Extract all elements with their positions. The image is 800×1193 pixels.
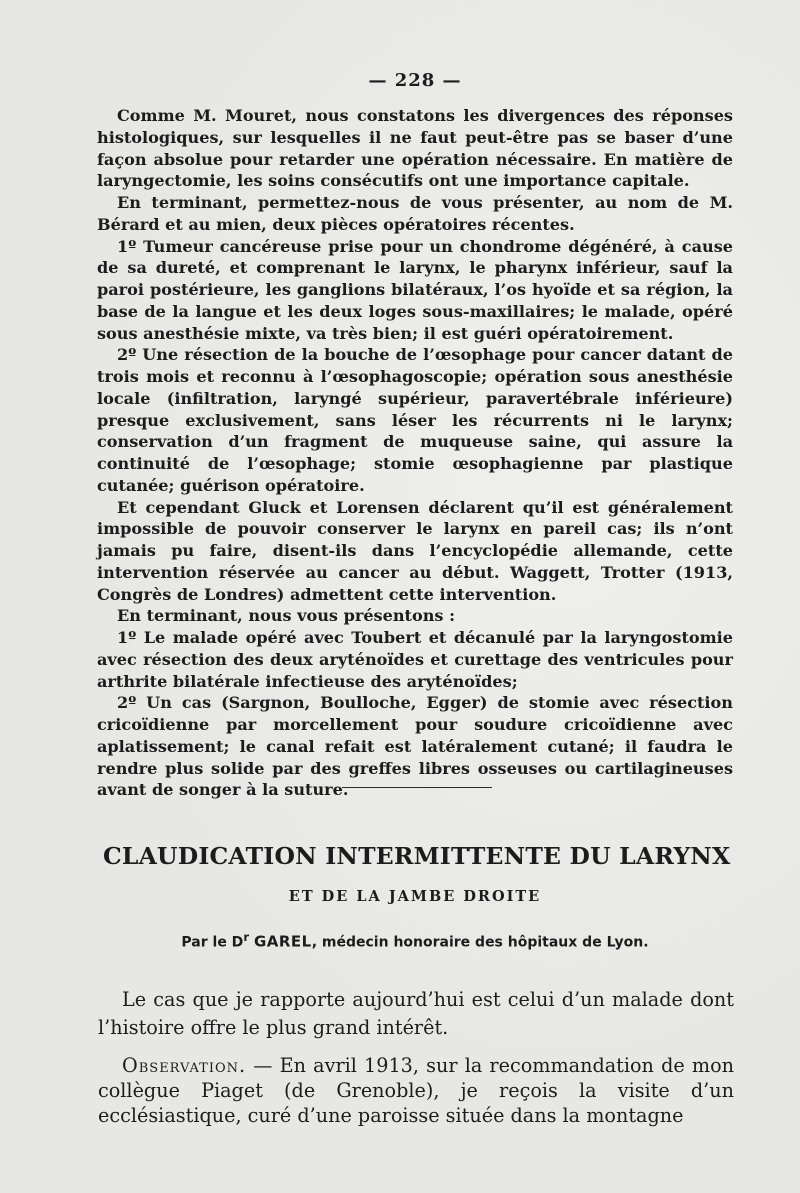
article-title: CLAUDICATION INTERMITTENTE DU LARYNX (103, 842, 731, 870)
article-intro (98, 986, 734, 1041)
paragraph: 1º Tumeur cancéreuse prise pour un chondrome dégénéré, à cause de sa dureté, et comprenant le larynx, le pharynx inférieur, sauf la paroi postérieure, les ganglions bilatéraux, l’os hyoïde et sa région, la base de la langue et les deux loges sous-maxillaires; le malade, opéré sous anesthésie mixte, va très bien; il est guéri opératoirement. (97, 236, 733, 343)
section-divider (342, 787, 492, 788)
byline-superscript: r (243, 930, 250, 944)
paragraph: En terminant, permettez-nous de vous présenter, au nom de M. Bérard et au mien, deux pièces opératoires récentes. (97, 193, 733, 234)
observation-paragraph (98, 1053, 734, 1128)
paragraph: 2º Un cas (Sargnon, Boulloche, Egger) de stomie avec résection cricoïdienne par morcellement pour soudure cricoïdienne avec aplatissement; le canal refait est latéralement cutané; il faudra le rendre plus solide par des greffes libres osseuses ou cartilagineuses avant de songer à la suture. (97, 693, 733, 800)
paragraph: 1º Le malade opéré avec Toubert et décanulé par la laryngostomie avec résection des deux aryténoïdes et curettage des ventricules pour arthrite bilatérale infectieuse des aryténoïdes; (97, 628, 733, 691)
preceding-article-text (97, 105, 733, 801)
paragraph: Et cependant Gluck et Lorensen déclarent qu’il est généralement impossible de pouvoir conserver le larynx en pareil cas; ils n’ont jamais pu faire, disent-ils dans l’encyclopédie allemande, cette intervention réservée au cancer au début. Waggett, Trotter (1913, Congrès de Londres) admettent cette intervention. (97, 497, 733, 604)
paragraph: 2º Une résection de la bouche de l’œsophage pour cancer datant de trois mois et reconnu à l’œsophagoscopie; opération sous anesthésie locale (infiltration, laryngé supérieur, paravertébrale inférieure) presque exclusivement, sans léser les récurrents ni le larynx; conservation d’un fragment de muqueuse saine, qui assure la continuité de l’œsophage; stomie œsophagienne par plastique cutanée; guérison opératoire. (97, 345, 733, 495)
byline-prefix: Par le D (181, 934, 244, 951)
paragraph: En terminant, nous vous présentons : (117, 606, 456, 626)
article-subtitle: ET DE LA JAMBE DROITE (288, 888, 542, 905)
intro-paragraph: Le cas que je rapporte aujourd’hui est celui d’un malade dont l’histoire offre le plus grand intérêt. (98, 988, 734, 1039)
byline-affiliation: , médecin honoraire des hôpitaux de Lyon. (311, 934, 649, 951)
byline (0, 930, 800, 951)
paragraph: Comme M. Mouret, nous constatons les divergences des réponses histologiques, sur lesquelles il ne faut peut-être pas se baser d’une façon absolue pour retarder une opération nécessaire. En matière de laryngectomie, les soins consécutifs ont une importance capitale. (97, 106, 733, 191)
observation-text: — En avril 1913, sur la recommandation de mon collègue Piaget (de Grenoble), je reçois la visite d’un ecclésiastique, curé d’une paroisse située dans la montagne (98, 1054, 734, 1127)
observation-label: Observation. (122, 1054, 247, 1077)
page-number: — 228 — (368, 70, 462, 91)
author-name: GAREL (253, 932, 312, 951)
observation-section (98, 1053, 734, 1128)
